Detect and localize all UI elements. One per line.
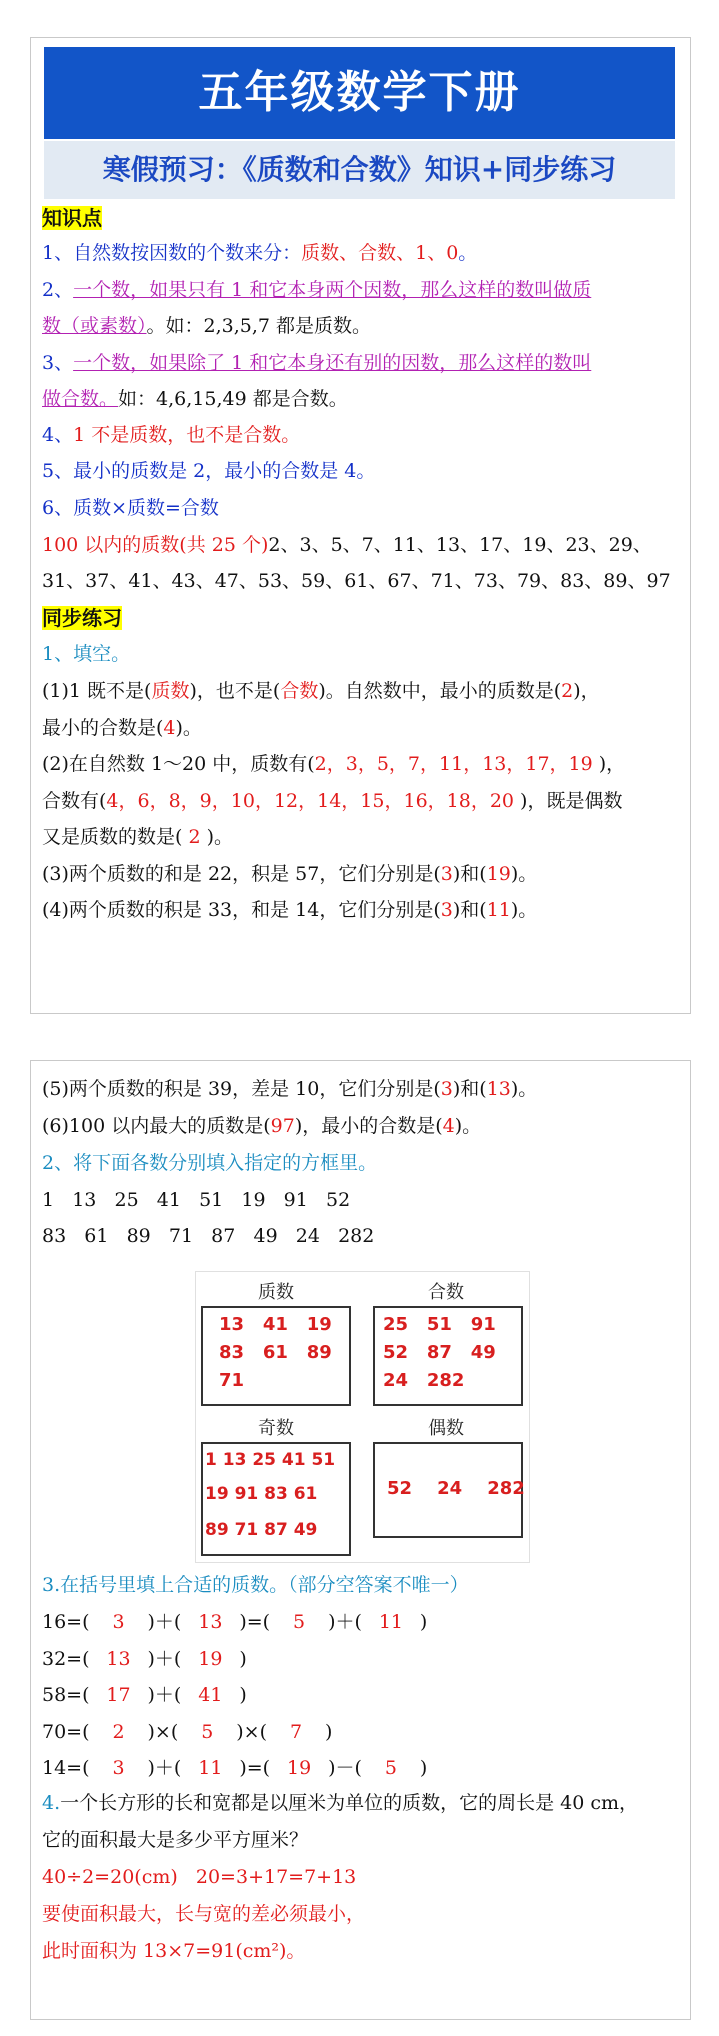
q-text: )。 [175, 717, 202, 739]
answer: 3 [440, 1078, 453, 1100]
practice-heading [42, 606, 122, 631]
q-text: )和( [452, 899, 487, 921]
answer: 2 [112, 1720, 125, 1743]
question-2-title: 2、将下面各数分别填入指定的方框里。 [42, 1152, 378, 1174]
question-4 [42, 1791, 638, 1815]
knowledge-point-3-cont [42, 387, 348, 411]
point-text: 做合数。 [42, 388, 119, 410]
question-3-row [42, 1610, 427, 1634]
question-1a-cont [42, 716, 202, 740]
q-text: (3)两个质数的和是 22，积是 57，它们分别是( [42, 863, 441, 885]
page-title: 五年级数学下册 [44, 47, 675, 139]
box-row: 1 13 25 41 51 [205, 1450, 336, 1470]
point-number: 3、 [42, 352, 74, 374]
q-text: )， [592, 753, 626, 775]
q-text: 合数有( [42, 790, 107, 812]
question-4-answer-2: 要使面积最大，长与宽的差必须最小， [42, 1903, 366, 1925]
question-1-title: 1、填空。 [42, 643, 131, 665]
primes-values: 2、3、5、7、11、13、17、19、23、29、 [268, 534, 652, 556]
answer: 3 [112, 1611, 125, 1633]
point-example: 。如：2,3,5,7 都是质数。 [146, 315, 372, 337]
even-box-title: 偶数 [428, 1418, 464, 1439]
q-text: (4)两个质数的积是 33，和是 14，它们分别是( [42, 899, 441, 921]
point-number: 1、 [42, 242, 74, 264]
operator: )－( [328, 1757, 362, 1779]
answer: 19 [287, 1757, 312, 1779]
operator: )＋( [147, 1647, 182, 1670]
box-row: 52 87 49 [383, 1342, 496, 1363]
knowledge-point-2 [42, 278, 591, 302]
answer: 4，6，8，9，10，12，14，15，16，18，20 [106, 790, 515, 812]
q-text: )。 [206, 826, 234, 848]
answer: 2 [182, 826, 207, 848]
operator: )＋( [147, 1611, 182, 1633]
operator: )＋( [328, 1611, 362, 1633]
primes-list-cont: 31、37、41、43、47、53、59、61、67、71、73、79、83、89、97 [42, 570, 671, 592]
point-text: 数（或素数） [42, 315, 147, 337]
question-4-cont: 它的面积最大是多少平方厘米？ [42, 1829, 309, 1851]
equation-start: 70=( [42, 1720, 90, 1743]
box-row: 52 24 282 [387, 1478, 525, 1499]
question-4-answer-1: 40÷2=20(cm) 20=3+17=7+13 [42, 1866, 357, 1888]
point-text: 最小的质数是 2，最小的合数是 4。 [73, 460, 376, 482]
point-highlight: 质数、合数、1、0 [301, 242, 459, 264]
prime-box [201, 1306, 351, 1406]
question-1b-cont [42, 789, 622, 813]
knowledge-point-5 [42, 459, 375, 483]
answer: 13 [106, 1647, 131, 1670]
operator: ) [239, 1684, 247, 1706]
question-3-row [42, 1720, 332, 1744]
point-number: 6、 [42, 497, 74, 519]
page-subtitle: 寒假预习：《质数和合数》知识+同步练习 [44, 141, 675, 199]
operator: ) [325, 1720, 333, 1743]
q-text: (6)100 以内最大的质数是( [42, 1115, 271, 1137]
answer: 3 [112, 1757, 125, 1779]
question-1d [42, 898, 537, 922]
primes-label: 100 以内的质数(共 25 个) [42, 534, 269, 556]
odd-box-title: 奇数 [258, 1418, 294, 1439]
question-3-title: 3.在括号里填上合适的质数。（部分空答案不唯一） [42, 1574, 469, 1596]
worksheet-page-2 [30, 1060, 691, 2020]
answer: 41 [198, 1684, 223, 1706]
q-text: )。 [454, 1115, 482, 1137]
answer: 4 [442, 1115, 455, 1137]
box-row: 89 71 87 49 [205, 1520, 318, 1540]
q-text: 又是质数的数是( [42, 826, 183, 848]
equation-start: 32=( [42, 1647, 90, 1670]
practice-heading-label: 同步练习 [42, 606, 122, 630]
box-row: 71 [219, 1370, 245, 1391]
question-2-numbers-1: 1 13 25 41 51 19 91 52 [42, 1189, 351, 1211]
point-number: 4、 [42, 424, 74, 446]
knowledge-point-2-cont [42, 314, 371, 338]
answer: 19 [198, 1647, 223, 1670]
knowledge-heading [42, 206, 102, 231]
q-text: )。 [510, 1078, 538, 1100]
answer: 5 [201, 1720, 214, 1743]
operator: )=( [239, 1611, 271, 1633]
answer: 13 [198, 1611, 223, 1633]
answer: 5 [293, 1611, 306, 1633]
answer: 11 [486, 899, 511, 921]
operator: )＋( [147, 1684, 182, 1706]
operator: ) [419, 1757, 428, 1779]
question-1e [42, 1077, 537, 1101]
equation-start: 16=( [42, 1611, 90, 1633]
prime-box-title: 质数 [258, 1282, 294, 1303]
box-row: 13 41 19 [219, 1314, 332, 1335]
point-number: 2、 [42, 279, 74, 301]
point-number: 5、 [42, 460, 74, 482]
knowledge-point-6 [42, 496, 219, 520]
answer: 3 [440, 899, 453, 921]
odd-box [201, 1442, 351, 1556]
q-text: )。自然数中，最小的质数是( [318, 680, 562, 702]
question-3-row [42, 1756, 427, 1780]
point-end: 。 [458, 242, 478, 264]
answer: 2 [561, 680, 574, 702]
knowledge-point-3 [42, 351, 591, 375]
q-text: )。 [510, 899, 538, 921]
answer: 17 [106, 1684, 131, 1706]
operator: ) [419, 1611, 428, 1633]
question-3-row [42, 1683, 247, 1707]
q-text: )。 [510, 863, 538, 885]
answer: 5 [384, 1757, 397, 1779]
answer: 质数 [151, 680, 190, 702]
answer: 11 [378, 1611, 404, 1633]
question-1b-cont2 [42, 825, 233, 849]
box-row: 83 61 89 [219, 1342, 332, 1363]
q-text: )，既是偶数 [514, 790, 623, 812]
question-4-answer-3: 此时面积为 13×7=91(cm²)。 [42, 1940, 306, 1962]
composite-box-title: 合数 [428, 1282, 464, 1303]
primes-list [42, 533, 652, 557]
composite-box [373, 1306, 523, 1406]
q-text: )和( [452, 1078, 487, 1100]
classification-figure [195, 1271, 530, 1563]
point-text: 一个数，如果只有 1 和它本身两个因数，那么这样的数叫做质 [73, 279, 592, 301]
operator: )×( [236, 1720, 268, 1743]
box-row: 25 51 91 [383, 1314, 496, 1335]
worksheet-page-1 [30, 37, 691, 1014]
question-1b [42, 752, 625, 776]
q-text: )，也不是( [189, 680, 281, 702]
question-2-numbers-2: 83 61 89 71 87 49 24 282 [42, 1225, 375, 1247]
answer: 2，3，5，7，11，13，17，19 [314, 753, 593, 775]
answer: 13 [486, 1078, 511, 1100]
even-box [373, 1442, 523, 1538]
question-1f [42, 1114, 481, 1138]
operator: )×( [147, 1720, 179, 1743]
q-text: (2)在自然数 1～20 中，质数有( [42, 753, 315, 775]
answer: 3 [440, 863, 453, 885]
point-text: 质数×质数=合数 [73, 497, 219, 519]
q-text: )， [573, 680, 600, 702]
q-text: (5)两个质数的积是 39，差是 10，它们分别是( [42, 1078, 441, 1100]
question-3-row [42, 1647, 247, 1671]
answer: 4 [163, 717, 176, 739]
q-text: 一个长方形的长和宽都是以厘米为单位的质数，它的周长是 40 cm， [60, 1792, 639, 1814]
question-1a [42, 679, 600, 703]
answer: 97 [270, 1115, 295, 1137]
q-text: 最小的合数是( [42, 717, 164, 739]
question-number: 4. [42, 1792, 61, 1814]
box-row: 24 282 [383, 1370, 465, 1391]
knowledge-heading-label: 知识点 [42, 206, 102, 230]
operator: )=( [239, 1757, 271, 1779]
q-text: (1)1 既不是( [42, 680, 152, 702]
box-row: 19 91 83 61 [205, 1484, 318, 1504]
equation-start: 14=( [42, 1757, 90, 1779]
point-text: 一个数，如果除了 1 和它本身还有别的因数，那么这样的数叫 [73, 352, 592, 374]
q-text: )，最小的合数是( [294, 1115, 443, 1137]
knowledge-point-4 [42, 423, 300, 447]
point-example: 如：4,6,15,49 都是合数。 [118, 388, 348, 410]
q-text: )和( [452, 863, 487, 885]
operator: )＋( [147, 1757, 182, 1779]
knowledge-point-1 [42, 241, 477, 265]
equation-start: 58=( [42, 1684, 90, 1706]
question-1c [42, 862, 537, 886]
point-text: 自然数按因数的个数来分： [73, 242, 302, 264]
answer: 19 [486, 863, 511, 885]
answer: 11 [198, 1757, 223, 1779]
answer: 合数 [280, 680, 319, 702]
operator: ) [239, 1647, 247, 1670]
answer: 7 [289, 1720, 303, 1743]
point-text: 1 不是质数，也不是合数。 [73, 424, 301, 446]
